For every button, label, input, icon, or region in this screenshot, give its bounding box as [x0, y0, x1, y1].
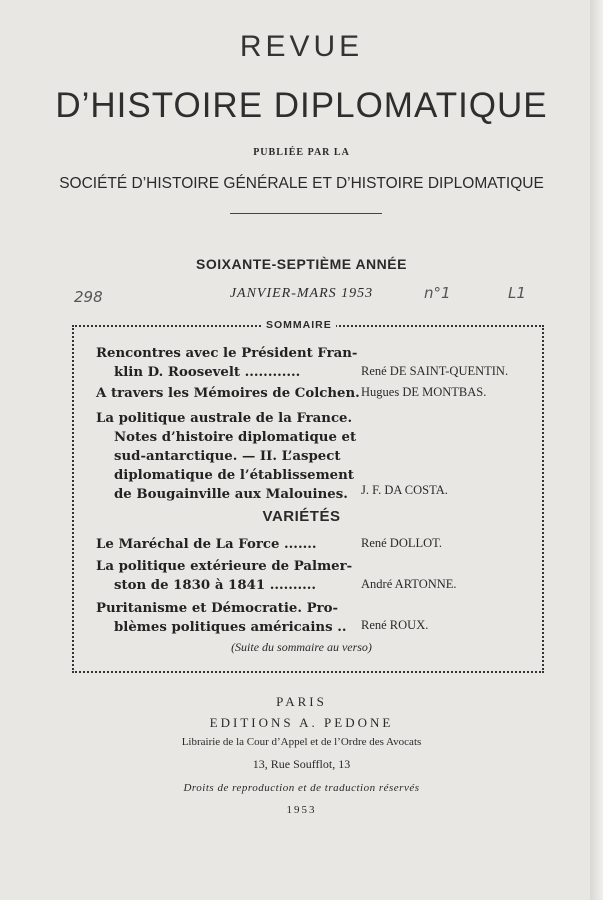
publisher: EDITIONS A. PEDONE	[209, 715, 394, 730]
varietes-heading: VARIÉTÉS	[262, 508, 341, 525]
variety-title-line: ston de 1830 à 1841 ..........	[114, 578, 316, 593]
article-title-line: klin D. Roosevelt ............	[114, 365, 301, 380]
variety-author: René ROUX.	[361, 618, 429, 632]
variety-author: André ARTONNE.	[361, 577, 457, 591]
issue-date: JANVIER-MARS 1953	[229, 286, 374, 301]
variety-title-line: Le Maréchal de La Force .......	[96, 537, 317, 552]
article-title-line: sud-antarctique. — II. L’aspect	[114, 449, 341, 464]
article-author: Hugues DE MONTBAS.	[361, 385, 487, 399]
variety-entry	[96, 535, 316, 554]
handwritten-note-mid: n°1	[424, 284, 451, 302]
article-title-line: Notes d’histoire diplomatique et	[114, 430, 357, 445]
title-revue: REVUE	[239, 30, 364, 63]
published-by: PUBLIÉE PAR LA	[253, 147, 350, 158]
article-entry	[96, 344, 357, 382]
title-divider	[230, 213, 382, 214]
handwritten-note-left: 298	[74, 288, 103, 306]
article-author: J. F. DA COSTA.	[361, 483, 448, 497]
article-title-line: diplomatique de l’établissement	[114, 468, 354, 483]
publication-year: 1953	[286, 804, 317, 816]
article-title-line: A travers les Mémoires de Colchen.	[96, 386, 360, 401]
article-author: René DE SAINT-QUENTIN.	[361, 364, 509, 378]
variety-entry	[96, 599, 346, 637]
summary-heading: SOMMAIRE	[262, 319, 336, 331]
rights-notice: Droits de reproduction et de traduction réservés	[183, 782, 420, 794]
variety-entry	[96, 557, 352, 595]
article-title-line: Rencontres avec le Président Fran-	[96, 346, 358, 361]
society-name: SOCIÉTÉ D’HISTOIRE GÉNÉRALE ET D’HISTOIRE DIPLOMATIQUE	[59, 175, 544, 192]
article-entry	[96, 384, 360, 403]
article-entry	[96, 409, 356, 504]
year-label: SOIXANTE-SEPTIÈME ANNÉE	[196, 256, 407, 272]
bookseller: Librairie de la Cour d’Appel et de l’Ordre des Avocats	[181, 736, 422, 748]
variety-title-line: blèmes politiques américains ..	[114, 620, 347, 635]
article-title-line: de Bougainville aux Malouines.	[114, 487, 348, 502]
title-main: D’HISTOIRE DIPLOMATIQUE	[55, 86, 548, 125]
variety-author: René DOLLOT.	[361, 536, 442, 550]
variety-title-line: Puritanisme et Démocratie. Pro-	[96, 601, 339, 616]
variety-title-line: La politique extérieure de Palmer-	[96, 559, 353, 574]
article-title-line: La politique australe de la France.	[96, 411, 353, 426]
address: 13, Rue Soufflot, 13	[252, 757, 351, 771]
city: PARIS	[276, 694, 327, 709]
handwritten-note-right: L1	[508, 284, 526, 302]
continued-note: (Suite du sommaire au verso)	[231, 640, 372, 654]
